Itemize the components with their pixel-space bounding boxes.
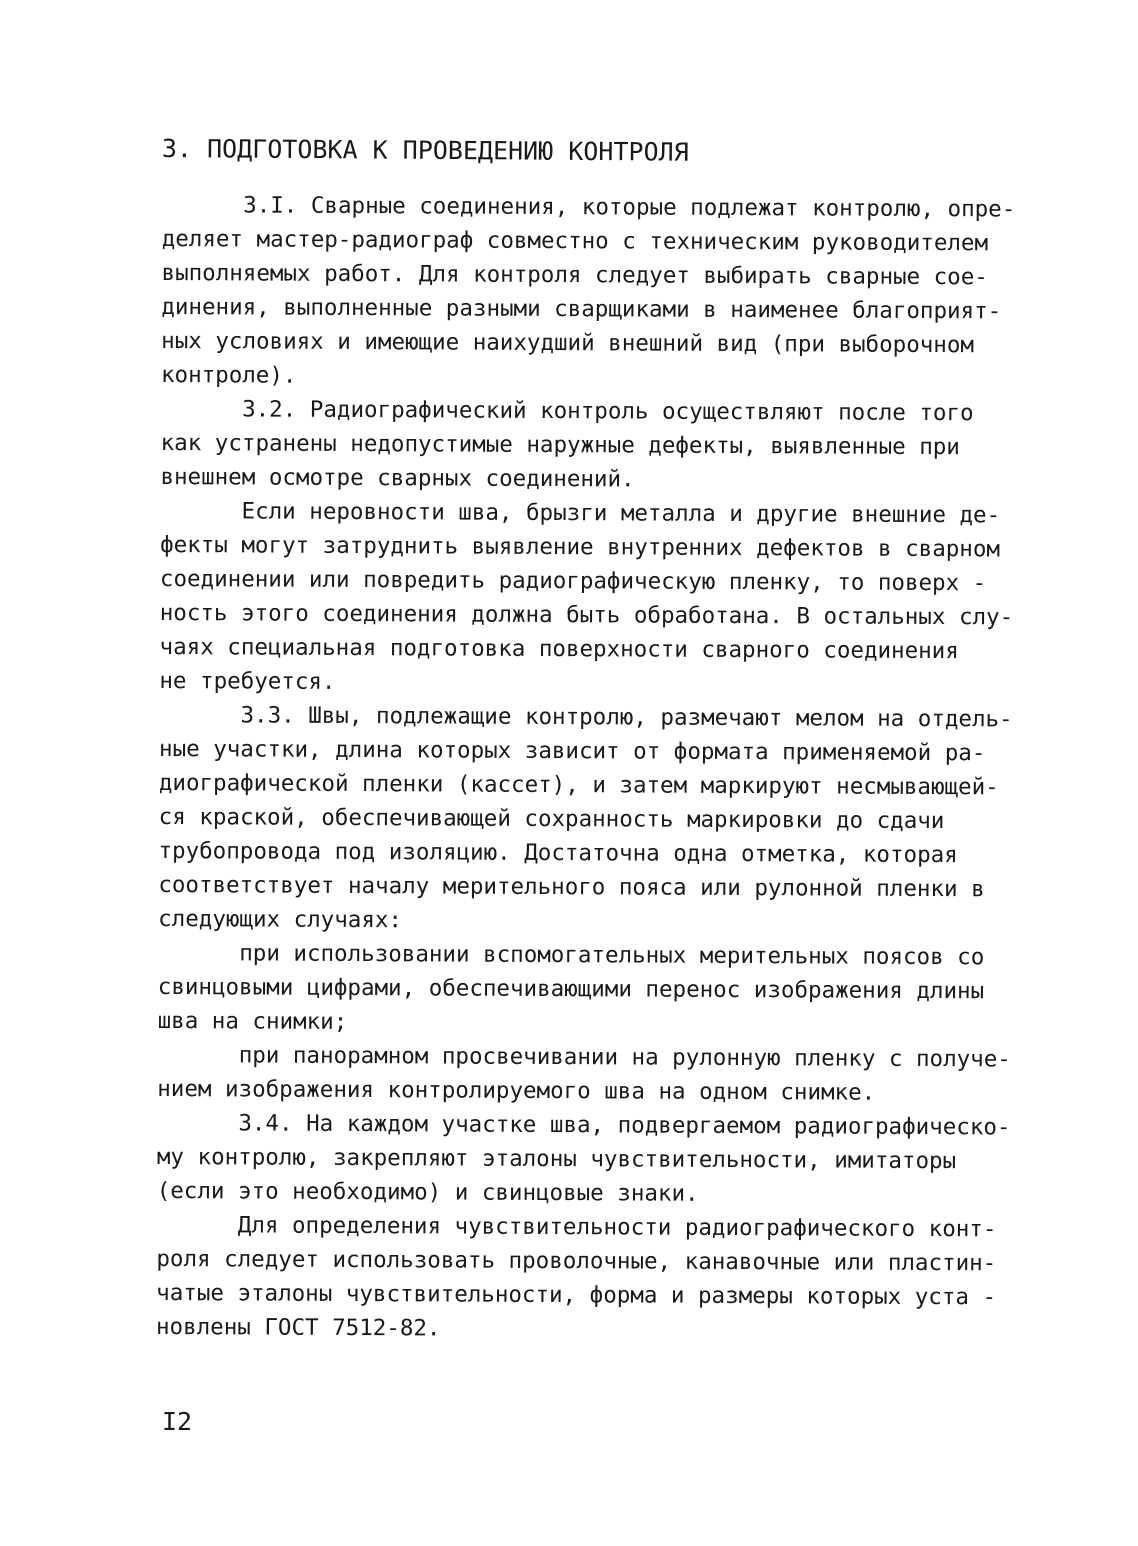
text-line: соответствует началу мерительного пояса или рулонной пленки в [158,871,985,903]
text-line: контроле). [160,361,297,389]
text-line: Для определения чувствительности радиографического конт- [156,1211,997,1243]
text-line: 3.3. Швы, подлежащие контролю, размечают мелом на отдель- [159,701,1013,733]
text-line: внешнем осмотре сварных соединений. [160,463,635,493]
text-line: (если это необходимо) и свинцовые знаки. [156,1177,699,1207]
text-line: трубопровода под изоляцию. Достаточна одна отметка, которая [158,837,958,869]
text-line: ные участки, длина которых зависит от формата применяемой ра- [158,735,986,767]
text-line: выполняемых работ. Для контроля следует выбирать сварные сое- [161,259,988,291]
text-line: нием изображения контролируемого шва на одном снимке. [157,1075,876,1106]
text-line: чатые эталоны чувствительности, форма и размеры которых уста - [156,1279,997,1311]
page-number: I2 [162,1407,193,1436]
text-line: Если неровности шва, брызги металла и другие внешние де- [160,497,1001,529]
text-line: при использовании вспомогательных мерительных поясов со [157,939,985,971]
text-line: фекты могут затруднить выявление внутренних дефектов в сварном [160,531,1001,563]
text-line: 3.4. На каждом участке шва, подвергаемом радиографическо- [157,1109,1011,1141]
body-text [156,188,1042,1349]
text-line: шва на снимки; [157,1007,348,1035]
text-line: роля следует использовать проволочные, канавочные или пластин- [156,1245,997,1277]
text-line: следующих случаях: [158,905,403,934]
text-line: ся краской, обеспечивающей сохранность маркировки до сдачи [158,803,945,835]
text-line: как устранены недопустимые наружные дефекты, выявленные при [160,429,960,461]
text-line: при панорамном просвечивании на рулонную пленку с получе- [157,1041,1011,1073]
text-line: 3.I. Сварные соединения, которые подлежат контролю, опре- [161,191,1016,223]
text-line: чаях специальная подготовка поверхности сварного соединения [159,633,959,665]
text-line: соединении или повредить радиографическую пленку, то поверх - [159,565,987,597]
text-line: динения, выполненные разными сварщиками в наименее благоприят- [161,293,1002,325]
text-line: деляет мастер-радиограф совместно с техническим руководителем [161,225,989,257]
text-line: новлены ГОСТ 7512-82. [155,1313,441,1342]
section-heading: 3. ПОДГОТОВКА К ПРОВЕДЕНИЮ КОНТРОЛЯ [161,133,689,167]
text-line: му контролю, закрепляют эталоны чувствительности, имитаторы [156,1143,957,1175]
text-line: свинцовыми цифрами, обеспечивающими перенос изображения длины [157,973,985,1005]
text-line: ность этого соединения должна быть обработана. В остальных слу- [159,599,1014,631]
text-line: ных условиях и имеющие наихудший внешний вид (при выборочном [161,327,975,359]
text-line: диографической пленки (кассет), и затем маркируют несмывающей- [158,769,999,801]
text-line: 3.2. Радиографический контроль осуществляют после того [160,395,974,427]
text-line: не требуется. [159,667,336,695]
